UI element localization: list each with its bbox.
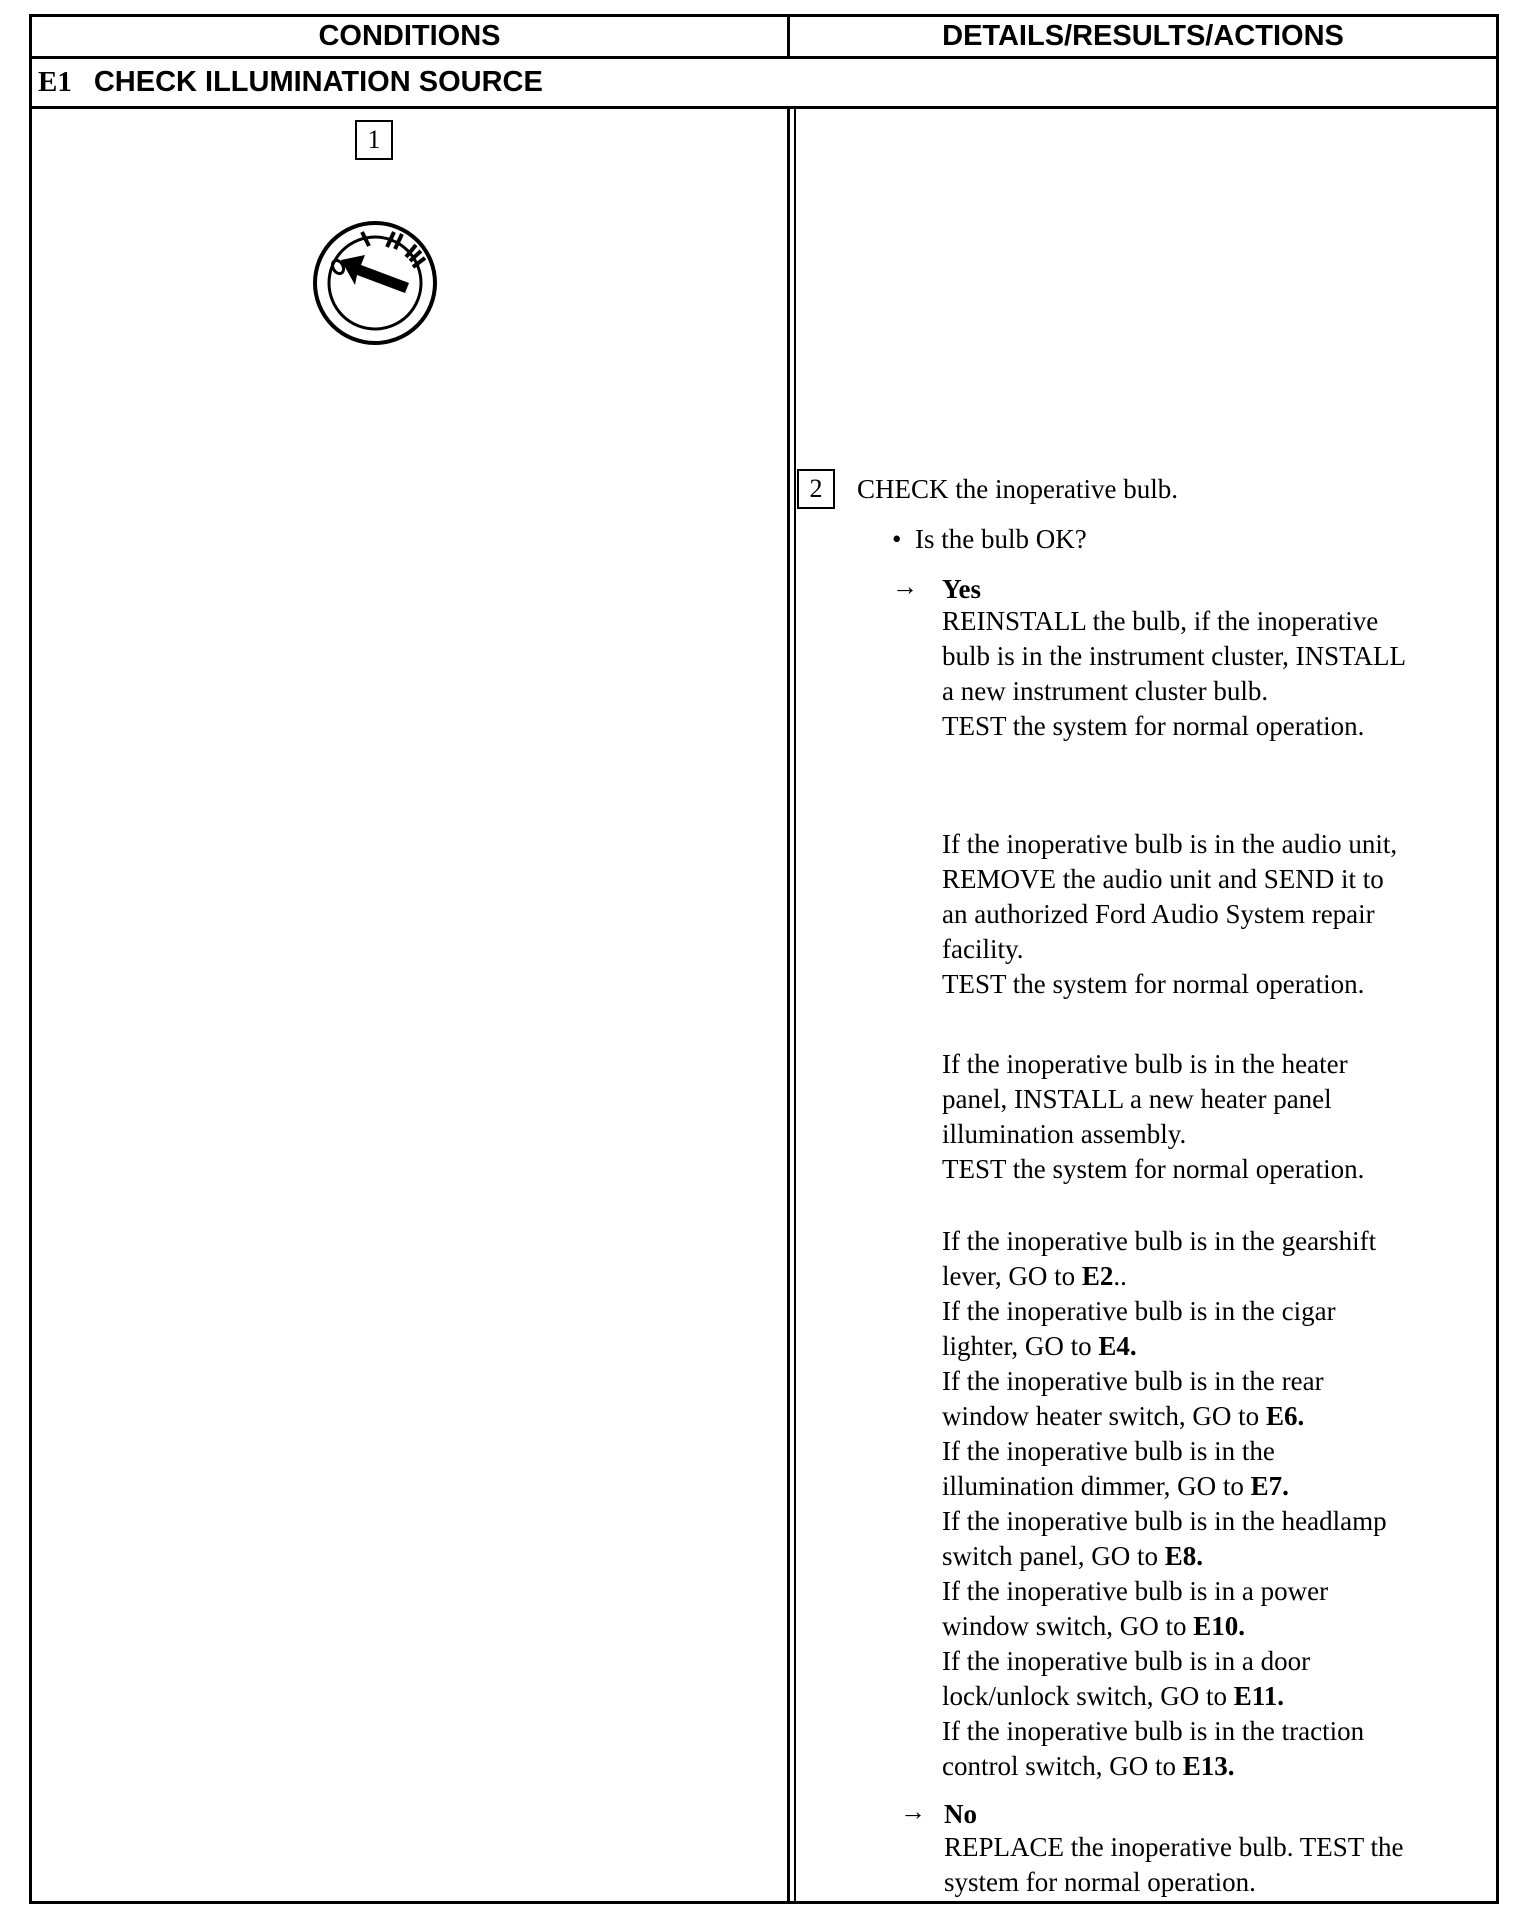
yes-p2-line: REMOVE the audio unit and SEND it to	[942, 864, 1384, 894]
yes-p4-line	[942, 1399, 1387, 1434]
line-tail: ..	[1113, 1261, 1127, 1291]
line-text: If the inoperative bulb is in a door	[942, 1646, 1311, 1676]
yes-paragraph-3	[942, 1047, 1364, 1187]
step-reference: E6.	[1265, 1401, 1305, 1431]
yes-p4-line	[942, 1679, 1387, 1714]
line-text: control switch, GO to	[942, 1751, 1183, 1781]
yes-p4-line	[942, 1574, 1387, 1609]
yes-paragraph-1	[942, 604, 1406, 744]
yes-p4-line	[942, 1259, 1387, 1294]
line-text: If the inoperative bulb is in a power	[942, 1576, 1329, 1606]
diagnostic-table	[29, 14, 1499, 1904]
details-header: DETAILS/RESULTS/ACTIONS	[787, 17, 1496, 59]
yes-p1-line: bulb is in the instrument cluster, INSTALL	[942, 641, 1406, 671]
yes-p2-line: TEST the system for normal operation.	[942, 969, 1365, 999]
step-2-box: 2	[797, 469, 835, 509]
yes-p4-line	[942, 1329, 1387, 1364]
line-text: window switch, GO to	[942, 1611, 1194, 1641]
column-divider-inner	[794, 109, 796, 1904]
yes-arrow-icon: →	[892, 572, 918, 601]
yes-paragraph-2	[942, 827, 1397, 1002]
yes-p4-line	[942, 1469, 1387, 1504]
conditions-header: CONDITIONS	[32, 17, 787, 59]
line-text: window heater switch, GO to	[942, 1401, 1266, 1431]
yes-p4-line	[942, 1609, 1387, 1644]
line-text: If the inoperative bulb is in the headlamp	[942, 1506, 1387, 1536]
ignition-switch-icon	[313, 217, 443, 347]
no-label: No	[944, 1799, 977, 1829]
yes-p2-line: If the inoperative bulb is in the audio unit,	[942, 829, 1398, 859]
line-text: If the inoperative bulb is in the cigar	[942, 1296, 1336, 1326]
yes-p4-line	[942, 1294, 1387, 1329]
step-reference: E2	[1081, 1261, 1114, 1291]
step-2-instruction: CHECK the inoperative bulb.	[857, 474, 1178, 504]
step-1-box: 1	[355, 120, 393, 160]
yes-p4-line	[942, 1644, 1387, 1679]
yes-label: Yes	[942, 574, 981, 604]
yes-p3-line: TEST the system for normal operation.	[942, 1154, 1365, 1184]
yes-p4-line	[942, 1714, 1387, 1749]
yes-p1-line: REINSTALL the bulb, if the inoperative	[942, 606, 1379, 636]
step-2-question: Is the bulb OK?	[915, 524, 1087, 554]
section-title: CHECK ILLUMINATION SOURCE	[93, 66, 543, 98]
question-bullet: •	[892, 524, 902, 554]
line-text: If the inoperative bulb is in the traction	[942, 1716, 1365, 1746]
line-text: If the inoperative bulb is in the gearshift	[942, 1226, 1377, 1256]
step-reference: E13.	[1182, 1751, 1235, 1781]
yes-p4-line	[942, 1434, 1387, 1469]
line-text: lighter, GO to	[942, 1331, 1099, 1361]
no-arrow-icon: →	[900, 1797, 926, 1826]
no-paragraph-1	[944, 1830, 1403, 1900]
yes-p4-line	[942, 1224, 1387, 1259]
yes-p2-line: an authorized Ford Audio System repair	[942, 899, 1375, 929]
yes-p4-line	[942, 1364, 1387, 1399]
yes-p3-line: illumination assembly.	[942, 1119, 1187, 1149]
line-text: illumination dimmer, GO to	[942, 1471, 1251, 1501]
yes-p3-line: panel, INSTALL a new heater panel	[942, 1084, 1332, 1114]
yes-p4-line	[942, 1504, 1387, 1539]
section-code: E1	[38, 66, 72, 98]
step-reference: E4.	[1098, 1331, 1137, 1361]
yes-p4-line	[942, 1749, 1387, 1784]
yes-paragraph-4	[942, 1224, 1387, 1784]
line-text: lock/unlock switch, GO to	[942, 1681, 1234, 1711]
line-text: lever, GO to	[942, 1261, 1082, 1291]
yes-p1-line: a new instrument cluster bulb.	[942, 676, 1269, 706]
yes-p4-line	[942, 1539, 1387, 1574]
no-p1-line: REPLACE the inoperative bulb. TEST the	[944, 1832, 1404, 1862]
yes-p2-line: facility.	[942, 934, 1024, 964]
step-reference: E8.	[1164, 1541, 1203, 1571]
no-p1-line: system for normal operation.	[944, 1867, 1256, 1897]
yes-p3-line: If the inoperative bulb is in the heater	[942, 1049, 1348, 1079]
yes-p1-line: TEST the system for normal operation.	[942, 711, 1365, 741]
step-reference: E11.	[1233, 1681, 1284, 1711]
column-divider	[787, 109, 790, 1904]
line-text: switch panel, GO to	[942, 1541, 1165, 1571]
line-text: If the inoperative bulb is in the rear	[942, 1366, 1324, 1396]
step-reference: E10.	[1193, 1611, 1246, 1641]
line-text: If the inoperative bulb is in the	[942, 1436, 1275, 1466]
section-title-row	[32, 59, 1496, 109]
step-reference: E7.	[1250, 1471, 1289, 1501]
